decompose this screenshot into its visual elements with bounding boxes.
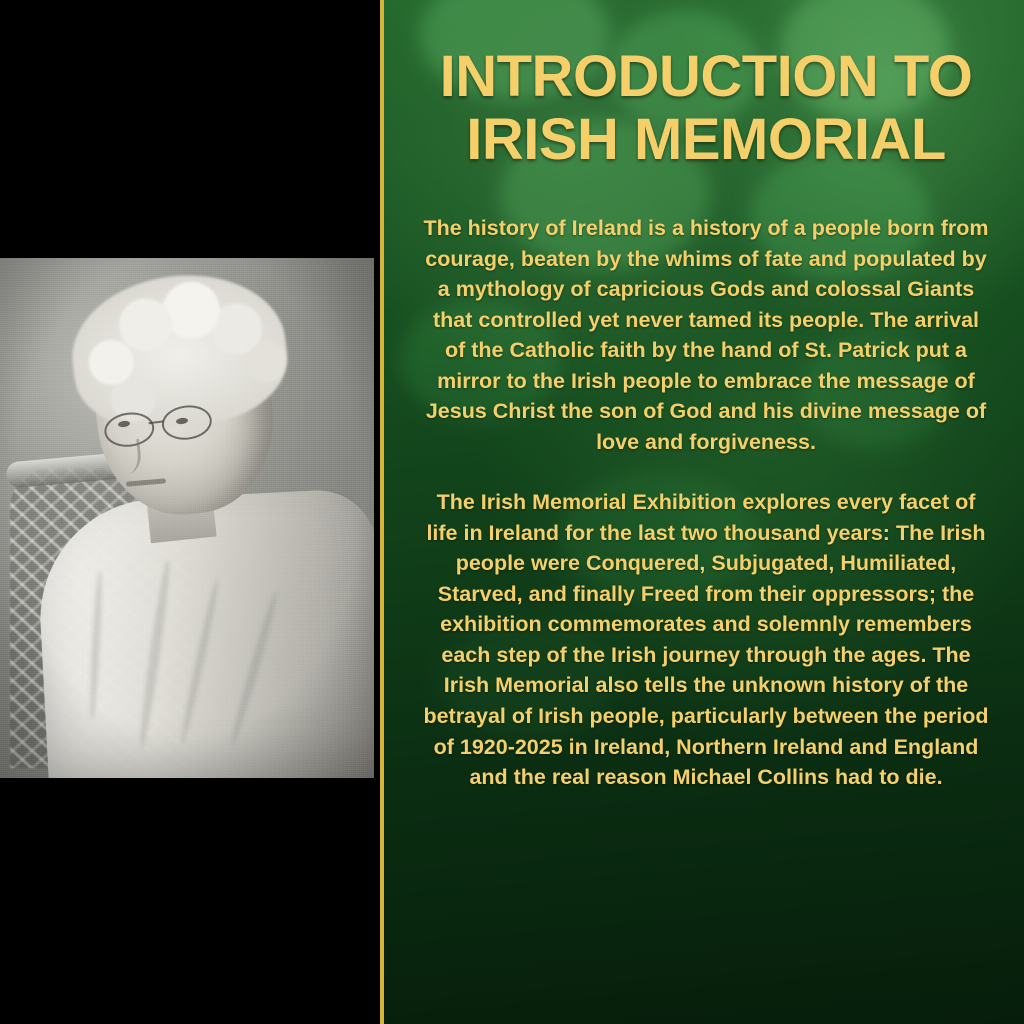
photo-vignette (0, 258, 374, 778)
text-panel (380, 0, 1024, 1024)
portrait-photo (0, 258, 374, 778)
intro-paragraph-2: The Irish Memorial Exhibition explores every facet of life in Ireland for the last two thousand years: The Irish people were Conquered, Subjugated, Humiliated, Starved, and finally Freed from their oppressors; the exhibition commemorates and solemnly remembers each step of the Irish journey through the ages. The Irish Memorial also tells the unknown history of the betrayal of Irish people, particularly between the period of 1920-2025 in Ireland, Northern Ireland and England and the real reason Michael Collins had to die. (423, 490, 989, 790)
intro-paragraph-1: The history of Ireland is a history of a people born from courage, beaten by the whims of fate and populated by a mythology of capricious Gods and colossal Giants that controlled yet never tamed its people. The arrival of the Catholic faith by the hand of St. Patrick put a mirror to the Irish people to embrace the message of Jesus Christ the son of God and his divine message of love and forgiveness. (423, 216, 989, 454)
page-title: INTRODUCTION TO IRISH MEMORIAL (439, 44, 973, 172)
gold-divider (380, 0, 384, 1024)
poster-content (380, 0, 1024, 793)
portrait-panel (0, 0, 380, 1024)
